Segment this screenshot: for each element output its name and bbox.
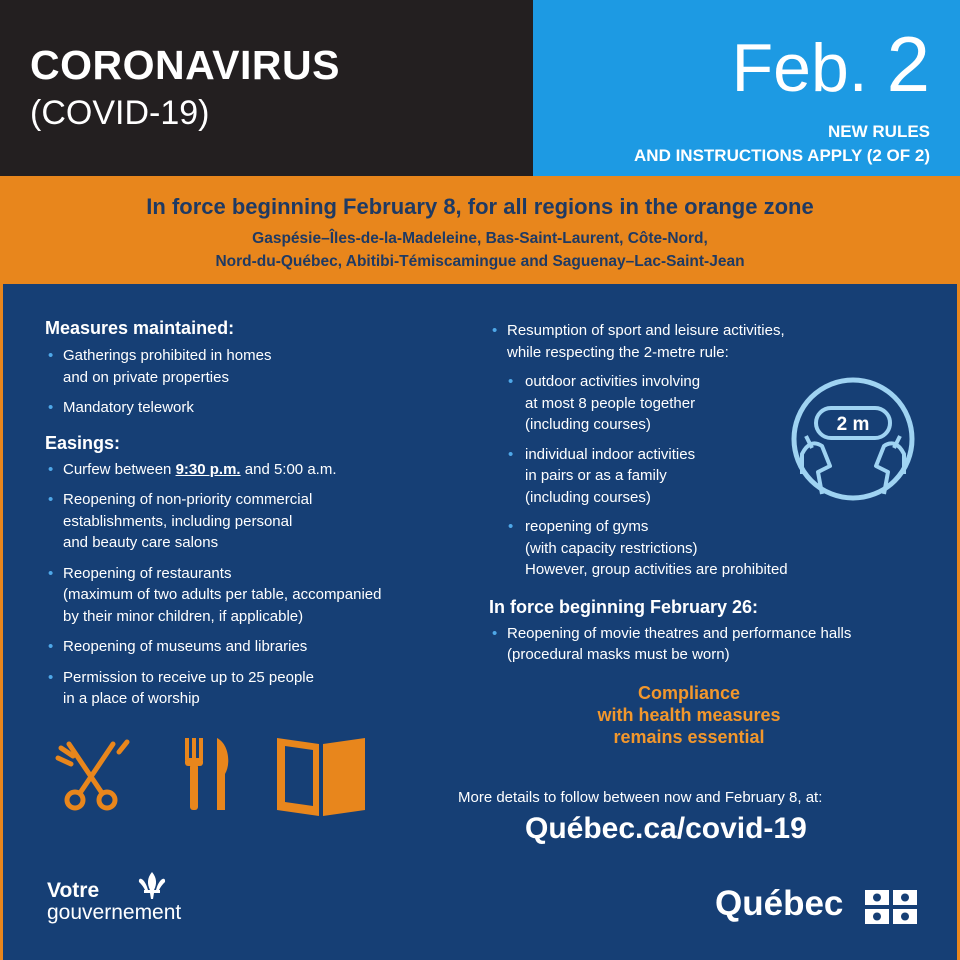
votre-text: Votre [47, 879, 100, 902]
date-display [731, 20, 930, 108]
item-line: and beauty care salons [63, 534, 219, 551]
list-item [45, 563, 475, 628]
distance-label: 2 m [836, 414, 870, 435]
new-rules-line-1: NEW RULES [828, 122, 930, 141]
list-item [45, 667, 475, 710]
book-icon [273, 728, 369, 820]
distance-icon [788, 374, 918, 504]
main-panel [3, 284, 957, 960]
easings-heading: Easings: [45, 432, 121, 453]
fleur-de-lis-icon [135, 870, 169, 900]
sub-list-item [505, 516, 929, 581]
feb26-list [489, 623, 929, 666]
item-line: while respecting the 2-metre rule: [507, 343, 729, 361]
header-left-panel [0, 0, 533, 176]
covid-url-link[interactable]: Québec.ca/covid-19 [525, 812, 807, 845]
compliance-message [489, 682, 889, 748]
item-line: However, group activities are prohibited [525, 561, 788, 578]
page-title: CORONAVIRUS [30, 42, 340, 88]
region-line-1: Gaspésie–Îles-de-la-Madeleine, Bas-Saint-Laurent, Côte-Nord, [252, 230, 708, 247]
orange-zone-band [0, 176, 960, 284]
list-item [45, 636, 475, 658]
item-line: in pairs or as a family [525, 467, 667, 484]
header-right-panel [533, 0, 960, 176]
item-line: • individual indoor activities [525, 445, 696, 463]
compliance-line: with health measures [597, 704, 781, 725]
date-day: 2 [886, 20, 930, 108]
item-line: establishments, including personal [63, 512, 293, 530]
item-line: by their minor children, if applicable) [63, 607, 304, 625]
compliance-line: Compliance [637, 682, 741, 703]
easings-list [45, 459, 475, 710]
item-line: (with capacity restrictions) [525, 539, 698, 557]
date-month: Feb. [731, 30, 868, 106]
item-line: • Resumption of sport and leisure activities, [507, 322, 785, 339]
quebec-wordmark: Québec [715, 884, 844, 923]
item-line: (maximum of two adults per table, accompanied [63, 586, 382, 603]
item-line: in a place of worship [63, 690, 200, 707]
item-line: (procedural masks must be worn) [507, 646, 730, 663]
item-line: • Reopening of restaurants [63, 564, 232, 582]
curfew-text-after: and 5:00 a.m. [240, 460, 337, 478]
measures-heading: Measures maintained: [45, 318, 235, 338]
item-line: • Reopening of movie theatres and performance halls [507, 624, 852, 642]
measures-list [45, 345, 475, 419]
curfew-time: 9:30 p.m. [175, 460, 241, 478]
item-line: and on private properties [63, 368, 229, 386]
item-line: • Reopening of museums and libraries [63, 638, 308, 655]
scissors-icon [53, 734, 133, 814]
orange-zone-title: In force beginning February 8, for all regions in the orange zone [146, 194, 814, 219]
fork-knife-icon [181, 734, 237, 814]
quebec-flag-icon [865, 890, 917, 924]
list-item-curfew [45, 459, 475, 481]
item-line: • outdoor activities involving [525, 373, 701, 390]
new-rules-notice [634, 120, 930, 168]
region-list [0, 227, 960, 273]
feb26-heading: In force beginning February 26: [489, 596, 759, 617]
item-line: at most 8 people together [525, 394, 696, 412]
page-subtitle: (COVID-19) [30, 94, 210, 132]
new-rules-line-2: AND INSTRUCTIONS APPLY (2 OF 2) [634, 146, 930, 165]
item-line: (including courses) [525, 488, 651, 506]
item-line: • reopening of gyms [525, 518, 649, 535]
curfew-text-before: Curfew between [63, 460, 176, 478]
item-line: • Gatherings prohibited in homes [63, 347, 272, 364]
region-line-2: Nord-du-Québec, Abitibi-Témiscamingue and Saguenay–Lac-Saint-Jean [215, 253, 745, 270]
list-item [45, 489, 475, 554]
list-item [45, 345, 475, 388]
compliance-line: remains essential [613, 726, 765, 747]
left-column [45, 318, 475, 710]
list-item [45, 397, 475, 419]
item-line: • Reopening of non-priority commercial [63, 491, 313, 508]
item-line: • Permission to receive up to 25 people [63, 668, 314, 686]
more-details-text: More details to follow between now and February 8, at: [458, 789, 823, 806]
gouvernement-text: gouvernement [47, 901, 182, 924]
item-line: (including courses) [525, 416, 651, 433]
item-line: • Mandatory telework [63, 399, 194, 416]
list-item [489, 623, 929, 666]
